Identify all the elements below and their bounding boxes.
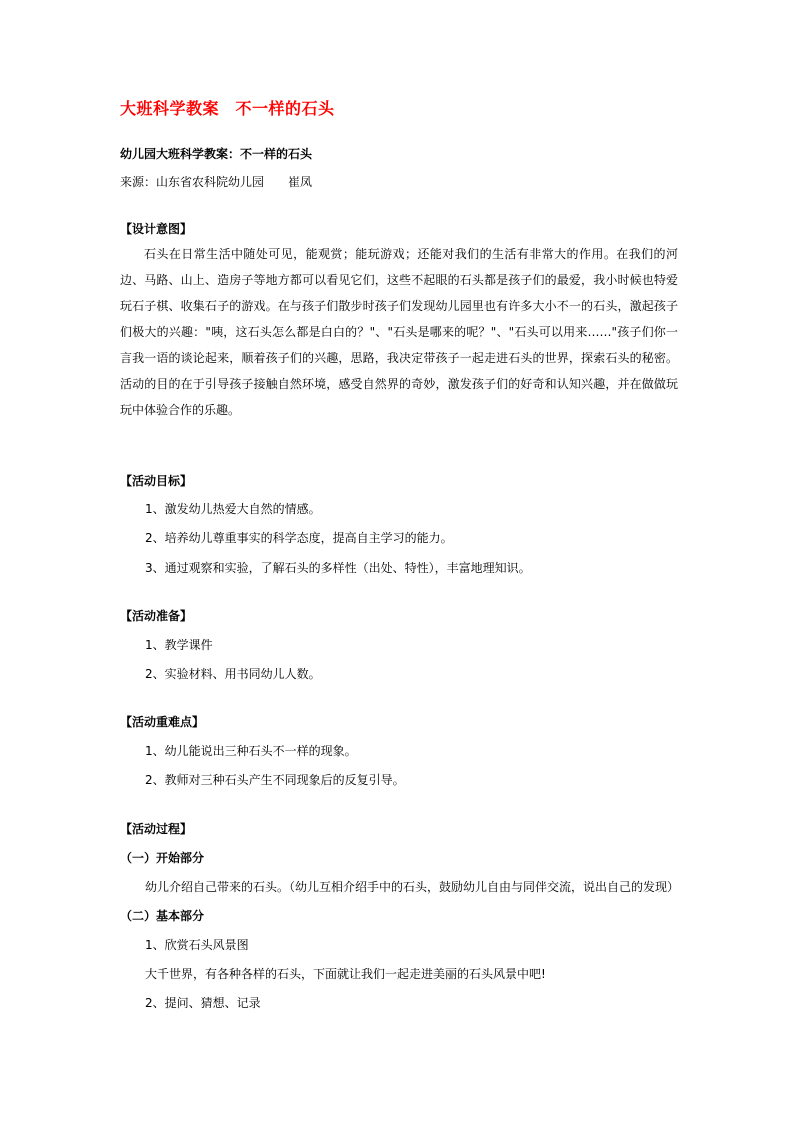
process-part2-item: 大千世界，有各种各样的石头，下面就让我们一起走进美丽的石头风景中吧! (145, 967, 546, 981)
design-intent-heading: 【设计意图】 (120, 222, 193, 236)
process-part2-item: 2、提问、猜想、记录 (145, 996, 261, 1010)
source-line: 来源：山东省农科院幼儿园 崔凤 (120, 175, 313, 189)
process-part2-title: （二）基本部分 (120, 909, 205, 923)
process-part2-item: 1、欣赏石头风景图 (145, 938, 249, 952)
goal-item: 3、通过观察和实验，了解石头的多样性（出处、特性），丰富地理知识。 (145, 561, 531, 575)
goal-item: 2、培养幼儿尊重事实的科学态度，提高自主学习的能力。 (145, 531, 453, 545)
goals-heading: 【活动目标】 (120, 474, 193, 488)
design-intent-paragraph: 石头在日常生活中随处可见，能观赏；能玩游戏；还能对我们的生活有非常大的作用。在我们的河边、马路、山上、造房子等地方都可以看见它们，这些不起眼的石头都是孩子们的最爱，我小时候也特爱玩石子棋、收集石子的游戏。在与孩子们散步时孩子们发现幼儿园里也有许多大小不一的石头，激起孩子们极大的兴趣："咦，这石头怎么都是白白的？"、"石头是哪来的呢？"、"石头可以用来……"孩子们你一言我一语的谈论起来，顺着孩子们的兴趣，思路，我决定带孩子一起走进石头的世界，探索石头的秘密。活动的目的在于引导孩子接触自然环境，感受自然界的奇妙，激发孩子们的好奇和认知兴趣，并在做做玩玩中体验合作的乐趣。 (120, 247, 678, 417)
process-part1-title: （一）开始部分 (120, 851, 205, 865)
prep-item: 2、实验材料、用书同幼儿人数。 (145, 667, 321, 681)
prep-heading: 【活动准备】 (120, 609, 193, 623)
process-heading: 【活动过程】 (120, 822, 193, 836)
keypoint-item: 1、幼儿能说出三种石头不一样的现象。 (145, 744, 357, 758)
document-subtitle: 幼儿园大班科学教案：不一样的石头 (120, 147, 313, 161)
keypoints-heading: 【活动重难点】 (120, 715, 205, 729)
process-part1-text: 幼儿介绍自己带来的石头。（幼儿互相介绍手中的石头，鼓励幼儿自由与同伴交流，说出自己的发现） (145, 880, 680, 894)
goal-item: 1、激发幼儿热爱大自然的情感。 (145, 502, 321, 516)
keypoint-item: 2、教师对三种石头产生不同现象后的反复引导。 (145, 773, 405, 787)
document-title: 大班科学教案 不一样的石头 (120, 99, 335, 118)
prep-item: 1、教学课件 (145, 638, 213, 652)
